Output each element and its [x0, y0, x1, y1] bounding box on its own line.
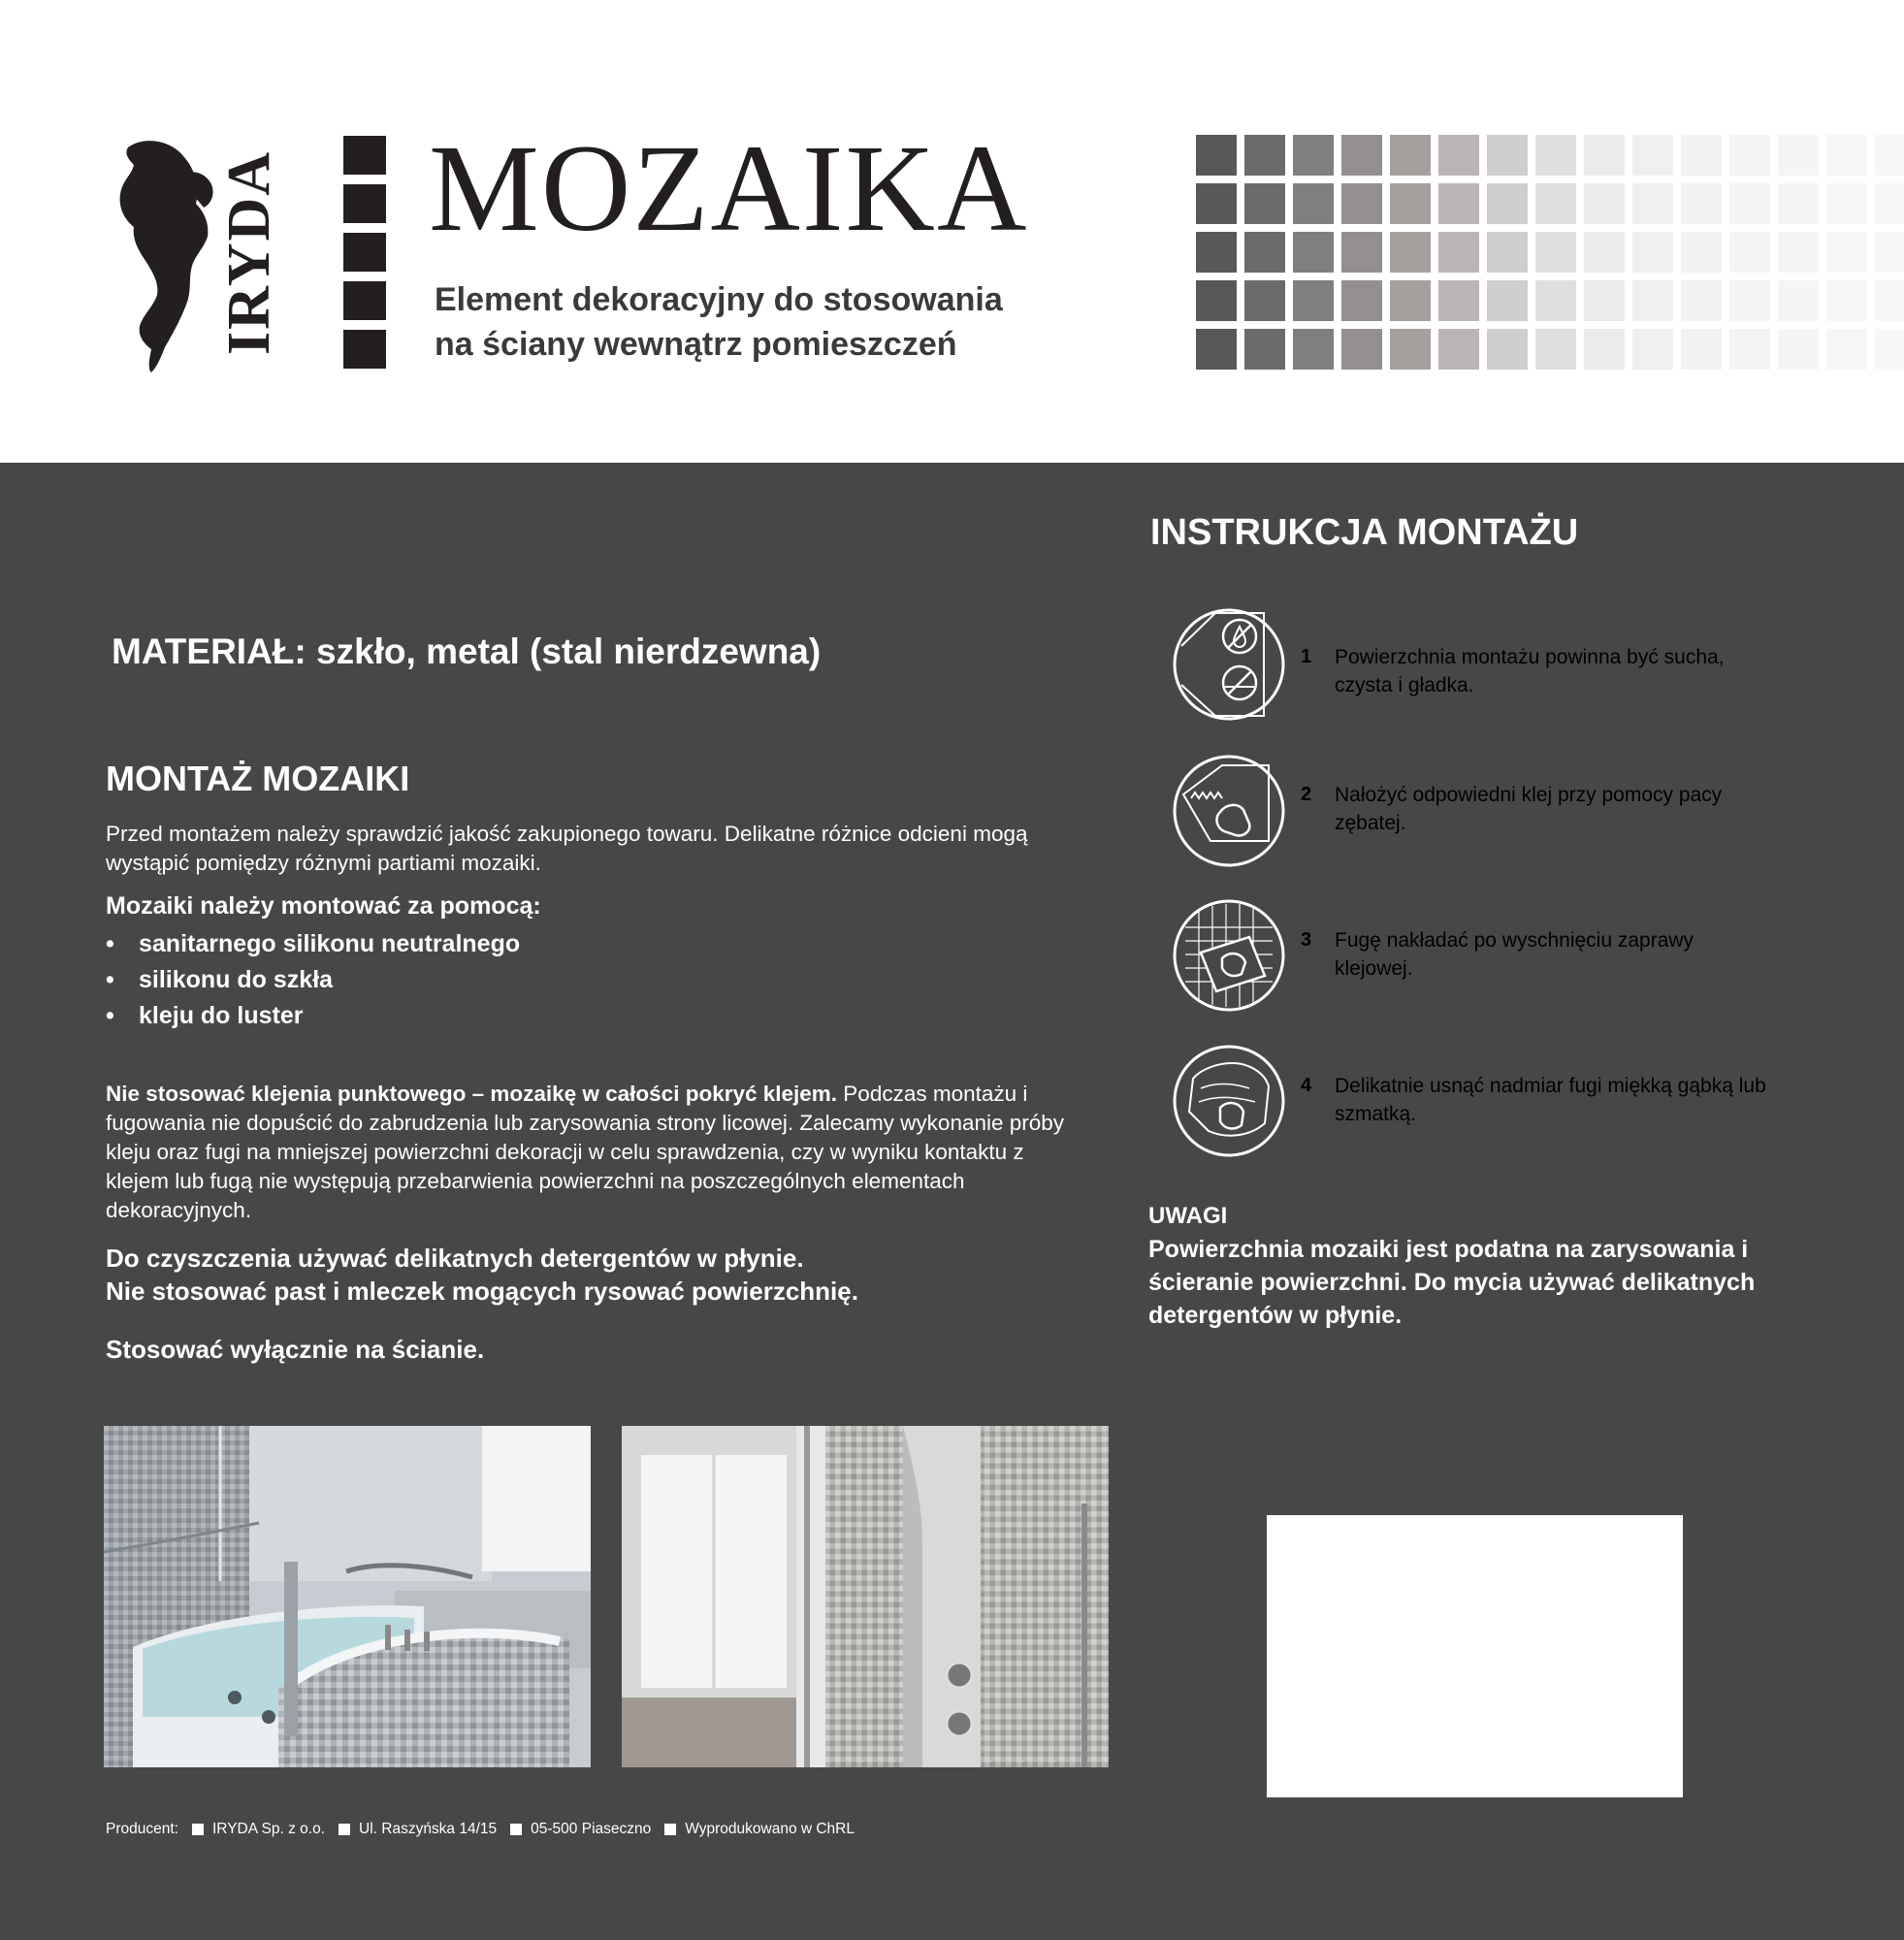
mosaic-tile — [1244, 280, 1285, 321]
mosaic-tile — [1826, 135, 1867, 176]
step-text: Delikatnie usnąć nadmiar fugi miękką gąbką lub szmatką. — [1335, 1075, 1766, 1125]
mosaic-tile — [1293, 232, 1334, 273]
bathtub-photo — [104, 1426, 591, 1767]
mosaic-tile — [1584, 280, 1625, 321]
mosaic-tile — [1196, 329, 1237, 370]
mosaic-tile — [1729, 280, 1770, 321]
mosaic-tile — [1632, 329, 1673, 370]
producer-item: IRYDA Sp. z o.o. — [211, 1821, 325, 1837]
page-title: MOZAIKA — [429, 119, 1029, 257]
mosaic-tile — [1390, 135, 1431, 176]
notes-text: Powierzchnia mozaiki jest podatna na zarysowania i ścieranie powierzchni. Do mycia używać delikatnych detergentów w płynie. — [1148, 1236, 1756, 1329]
mosaic-tile — [1293, 280, 1334, 321]
mosaic-tile — [1341, 329, 1382, 370]
mosaic-tile — [1341, 183, 1382, 224]
subtitle — [435, 277, 1003, 367]
producer-item: Ul. Raszyńska 14/15 — [359, 1821, 498, 1837]
mosaic-tile — [1487, 329, 1528, 370]
mosaic-tile — [1584, 329, 1625, 370]
mosaic-tile — [1826, 232, 1867, 273]
mosaic-tile — [1341, 280, 1382, 321]
header — [0, 0, 1904, 463]
mosaic-tile — [1681, 183, 1722, 224]
mosaic-tile — [1778, 183, 1819, 224]
mosaic-tile — [1341, 135, 1382, 176]
step-number: 2 — [1301, 784, 1312, 805]
mosaic-tile — [1438, 183, 1479, 224]
warning-text — [106, 1080, 1085, 1225]
dry-surface-icon — [1172, 607, 1286, 722]
mosaic-tile — [1390, 329, 1431, 370]
mosaic-tile — [1341, 232, 1382, 273]
mosaic-tile — [1390, 183, 1431, 224]
brand-name: IRYDA — [216, 149, 282, 355]
grout-float-icon — [1172, 898, 1286, 1013]
mosaic-tile — [1632, 280, 1673, 321]
mosaic-tile — [1584, 232, 1625, 273]
notched-trowel-icon — [1172, 754, 1286, 868]
method-list — [106, 926, 520, 1034]
mosaic-tile — [1390, 280, 1431, 321]
mosaic-tile — [1681, 135, 1722, 176]
warning-bold: Nie stosować klejenia punktowego – mozaikę w całości pokryć klejem. — [106, 1082, 838, 1106]
mosaic-tile — [1535, 183, 1576, 224]
mosaic-tile — [1438, 280, 1479, 321]
mosaic-tile — [1875, 135, 1904, 176]
method-heading: Mozaiki należy montować za pomocą: — [106, 892, 541, 920]
producer-item: 05-500 Piaseczno — [531, 1821, 652, 1837]
mosaic-tile — [1729, 329, 1770, 370]
mosaic-tile — [1196, 135, 1237, 176]
mosaic-tile — [1729, 183, 1770, 224]
mosaic-tile — [1535, 329, 1576, 370]
list-item: • sanitarnego silikonu neutralnego — [106, 926, 520, 962]
step-text: Powierzchnia montażu powinna być sucha, czysta i gładka. — [1335, 646, 1725, 696]
mosaic-tile — [1487, 232, 1528, 273]
material-line: MATERIAŁ: szkło, metal (stal nierdzewna) — [112, 631, 822, 671]
step-number: 3 — [1301, 929, 1312, 951]
mosaic-tile — [1293, 183, 1334, 224]
mosaic-tile — [1487, 135, 1528, 176]
step-number: 4 — [1301, 1075, 1312, 1096]
mosaic-tile — [1487, 183, 1528, 224]
mosaic-tile — [1778, 232, 1819, 273]
mosaic-tile — [1244, 232, 1285, 273]
subtitle-line-1: Element dekoracyjny do stosowania — [435, 281, 1003, 318]
subtitle-line-2: na ściany wewnątrz pomieszczeń — [435, 326, 957, 363]
shower-photo — [622, 1426, 1109, 1767]
mosaic-tile — [1681, 232, 1722, 273]
mosaic-tile — [1729, 232, 1770, 273]
mosaic-tile — [1681, 280, 1722, 321]
mosaic-tile — [1196, 183, 1237, 224]
step-text: Nałożyć odpowiedni klej przy pomocy pacy zębatej. — [1335, 784, 1723, 834]
mosaic-tile — [1438, 232, 1479, 273]
step-number: 1 — [1301, 646, 1312, 667]
list-item: • kleju do luster — [106, 998, 520, 1034]
cleaning-line-2: Nie stosować past i mleczek mogących rysować powierzchnię. — [106, 1277, 858, 1306]
montaz-heading: MONTAŻ MOZAIKI — [106, 759, 410, 798]
warning-body: Podczas montażu i fugowania nie dopuścić do zabrudzenia lub zarysowania strony licowej. Zalecamy wykonanie próby kleju oraz fugi na mniejszej powierzchni dekoracji w celu sprawdzenia, czy w wyniku kontaktu z klejem lub fugą nie występują przebarwienia powierzchni na poszczególnych elementach dekoracyjnych. — [106, 1082, 1065, 1222]
cleaning-line-1: Do czyszczenia używać delikatnych detergentów w płynie. — [106, 1244, 804, 1273]
mosaic-tile — [1681, 329, 1722, 370]
mosaic-tile — [1535, 135, 1576, 176]
list-item: • silikonu do szkła — [106, 962, 520, 998]
mosaic-tile — [1826, 183, 1867, 224]
mosaic-tile — [1244, 183, 1285, 224]
angel-logo-icon — [114, 136, 221, 373]
step-text: Fugę nakładać po wyschnięciu zaprawy klejowej. — [1335, 929, 1694, 980]
mosaic-tile — [1875, 329, 1904, 370]
mosaic-tile — [1826, 280, 1867, 321]
mosaic-tile — [1196, 280, 1237, 321]
mosaic-tile — [1826, 329, 1867, 370]
mosaic-tile — [1778, 135, 1819, 176]
label-area — [1267, 1515, 1683, 1797]
mosaic-tile — [1535, 280, 1576, 321]
mosaic-tile — [1875, 280, 1904, 321]
notes-heading: UWAGI — [1148, 1203, 1228, 1229]
mosaic-tile — [1632, 135, 1673, 176]
mosaic-tile — [1778, 280, 1819, 321]
producer-item: Wyprodukowano w ChRL — [685, 1821, 855, 1837]
mosaic-tile — [1244, 135, 1285, 176]
mosaic-tile — [1632, 232, 1673, 273]
mosaic-tile — [1293, 135, 1334, 176]
mosaic-tile — [1293, 329, 1334, 370]
wall-only-note: Stosować wyłącznie na ścianie. — [106, 1335, 485, 1364]
mosaic-tile — [1875, 183, 1904, 224]
mosaic-tile — [1438, 135, 1479, 176]
logo-bar-column — [343, 136, 386, 371]
cleaning-note — [106, 1242, 858, 1308]
mosaic-tile — [1632, 183, 1673, 224]
mosaic-tile — [1196, 232, 1237, 273]
mosaic-tile — [1244, 329, 1285, 370]
mosaic-tile — [1487, 280, 1528, 321]
mosaic-tile — [1584, 135, 1625, 176]
instructions-heading: INSTRUKCJA MONTAŻU — [1150, 512, 1579, 553]
intro-text: Przed montażem należy sprawdzić jakość zakupionego towaru. Delikatne różnice odcieni mogą wystąpić pomiędzy różnymi partiami mozaiki. — [106, 822, 1028, 875]
mosaic-tile — [1729, 135, 1770, 176]
sponge-icon — [1172, 1044, 1286, 1158]
mosaic-tile-grid — [1196, 135, 1904, 372]
mosaic-tile — [1584, 183, 1625, 224]
mosaic-tile — [1390, 232, 1431, 273]
mosaic-tile — [1535, 232, 1576, 273]
mosaic-tile — [1778, 329, 1819, 370]
mosaic-tile — [1438, 329, 1479, 370]
mosaic-tile — [1875, 232, 1904, 273]
producer-line — [106, 1821, 855, 1838]
producer-label: Producent: — [106, 1821, 178, 1837]
